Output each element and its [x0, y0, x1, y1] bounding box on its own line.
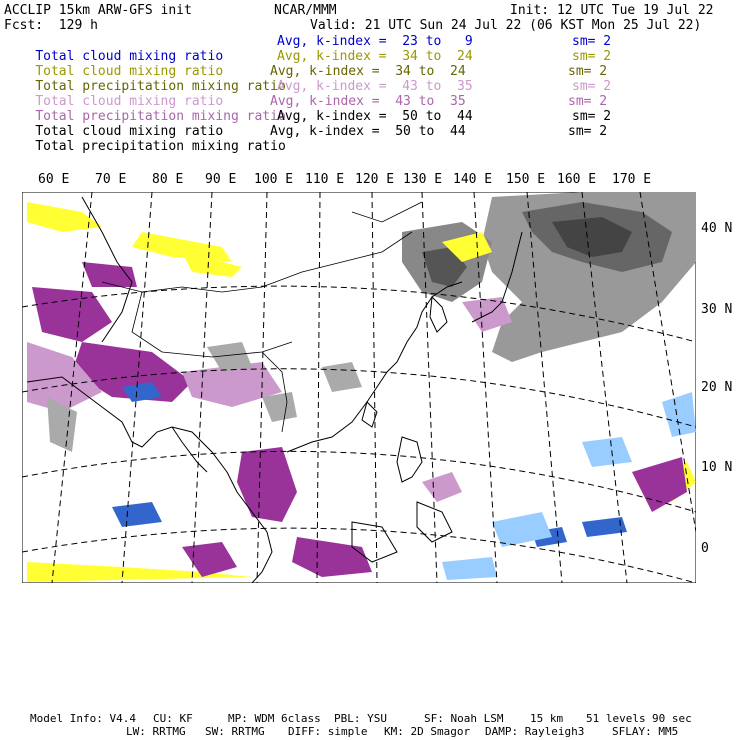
legend-sm: sm= 2 [572, 79, 612, 94]
model-info: Model Info: V4.4 [30, 712, 136, 725]
legend-row [4, 124, 286, 169]
legend-sm: sm= 2 [568, 64, 608, 79]
init-time: Init: 12 UTC Tue 19 Jul 22 [510, 3, 714, 18]
legend-sm: sm= 2 [572, 109, 612, 124]
legend-avg: Avg, k-index = 34 to 24 [277, 49, 473, 64]
legend-field-name: Total precipitation mixing ratio [35, 79, 286, 94]
resolution: 15 km [530, 712, 564, 725]
pbl-scheme: PBL: YSU [334, 712, 387, 725]
lat-label: 10 N [701, 460, 733, 475]
lw-scheme: LW: RRTMG [126, 725, 186, 738]
mp-scheme: MP: WDM 6class [228, 712, 321, 725]
legend-field-name: Total precipitation mixing ratio [35, 109, 286, 124]
legend-sm: sm= 2 [568, 124, 608, 139]
lon-label: 150 E [506, 172, 546, 187]
legend-avg: Avg, k-index = 50 to 44 [277, 109, 473, 124]
lon-label: 70 E [95, 172, 127, 187]
lat-label: 40 N [701, 221, 733, 236]
damp-scheme: DAMP: Rayleigh3 [485, 725, 585, 738]
legend-avg: Avg, k-index = 34 to 24 [270, 64, 466, 79]
sw-scheme: SW: RRTMG [205, 725, 265, 738]
diff-scheme: DIFF: simple [288, 725, 368, 738]
lon-label: 120 E [355, 172, 395, 187]
lat-label: 20 N [701, 380, 733, 395]
lat-label: 0 [701, 541, 709, 556]
legend-avg: Avg, k-index = 50 to 44 [270, 124, 466, 139]
forecast-map [22, 192, 696, 583]
lon-label: 110 E [305, 172, 345, 187]
legend-avg: Avg, k-index = 23 to 9 [277, 34, 473, 49]
sf-scheme: SF: Noah LSM [424, 712, 504, 725]
forecast-hour: Fcst: 129 h [4, 18, 98, 33]
map-title: ACCLIP 15km ARW-GFS init [4, 3, 192, 18]
org-label: NCAR/MMM [274, 3, 337, 18]
lon-label: 170 E [612, 172, 652, 187]
lon-label: 130 E [403, 172, 443, 187]
lon-label: 60 E [38, 172, 70, 187]
lon-label: 140 E [453, 172, 493, 187]
km-scheme: KM: 2D Smagor [384, 725, 471, 738]
lon-label: 80 E [152, 172, 184, 187]
legend-field-name: Total cloud mixing ratio [35, 64, 224, 79]
legend-field-name: Total cloud mixing ratio [35, 49, 224, 64]
sflay-scheme: SFLAY: MM5 [612, 725, 679, 738]
legend-field-name: Total precipitation mixing ratio [35, 139, 286, 154]
legend-field-name: Total cloud mixing ratio [35, 94, 224, 109]
valid-time: Valid: 21 UTC Sun 24 Jul 22 (06 KST Mon 25 Jul 22) [310, 18, 702, 33]
cu-scheme: CU: KF [153, 712, 193, 725]
legend-sm: sm= 2 [572, 49, 612, 64]
lon-label: 90 E [205, 172, 237, 187]
levels: 51 levels [586, 712, 646, 725]
legend-sm: sm= 2 [572, 34, 612, 49]
lat-label: 30 N [701, 302, 733, 317]
lon-label: 160 E [557, 172, 597, 187]
legend-avg: Avg, k-index = 43 to 35 [277, 79, 473, 94]
legend-avg: Avg, k-index = 43 to 35 [270, 94, 466, 109]
legend-field-name: Total cloud mixing ratio [35, 124, 224, 139]
timestep: 90 sec [652, 712, 692, 725]
lon-label: 100 E [254, 172, 294, 187]
legend-sm: sm= 2 [568, 94, 608, 109]
